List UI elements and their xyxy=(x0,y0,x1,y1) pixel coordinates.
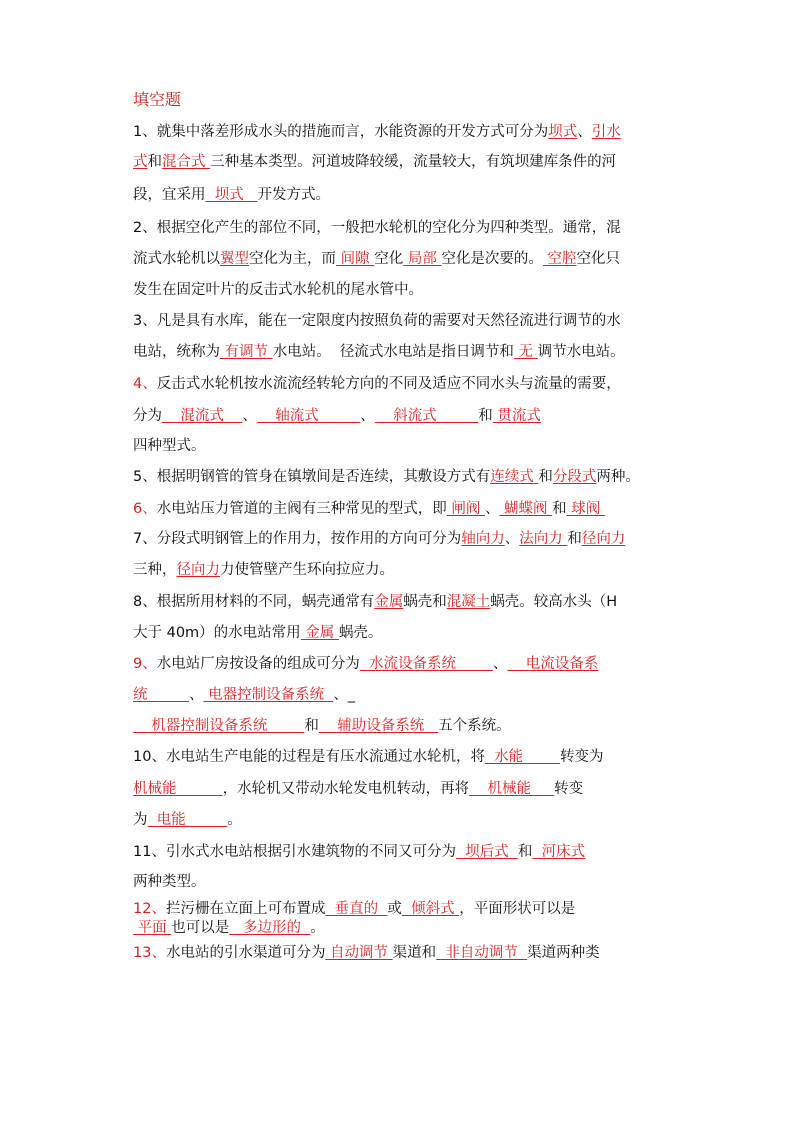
question-text: 蜗壳。 xyxy=(338,625,383,641)
question-text: 两种。 xyxy=(596,469,640,485)
question-text: 11、引水式水电站根据引水建筑物的不同又可分为 xyxy=(133,844,456,860)
answer-blank: 引水 xyxy=(591,124,621,140)
question-text: 渠道两种类 xyxy=(527,945,600,961)
question-text: 调节水电站。 xyxy=(537,344,625,360)
text-line xyxy=(133,941,600,965)
question-text: 分为 xyxy=(133,408,162,424)
question-number: 13、 xyxy=(133,945,166,961)
question-number: 6、 xyxy=(133,501,157,517)
text-line xyxy=(133,808,242,832)
question-text: 两种类型。 xyxy=(133,874,206,890)
question-text: ，水轮机又带动水轮发电机转动，再将 xyxy=(222,781,470,797)
answer-blank: 闸阀 xyxy=(446,501,485,517)
answer-blank: 电流设备系 xyxy=(507,656,599,672)
question-text: 拦污栅在立面上可布置成 xyxy=(165,901,326,917)
question-number: 4、 xyxy=(133,376,157,392)
answer-blank: 统 xyxy=(133,687,189,703)
answer-blank: 坝式 xyxy=(548,124,578,140)
answer-blank: 连续式 xyxy=(490,469,539,485)
answer-blank: 间隙 xyxy=(336,251,375,267)
question-text: 、_ xyxy=(333,687,356,703)
question-text: 、 xyxy=(188,687,204,703)
text-line xyxy=(133,840,585,864)
answer-blank: 自动调节 xyxy=(325,945,393,961)
question-text: 四种型式。 xyxy=(133,438,206,454)
text-line xyxy=(133,590,617,614)
answer-blank: 倾斜式 xyxy=(401,901,460,917)
answer-blank: 轴流式 xyxy=(256,408,361,424)
question-text: 和 xyxy=(567,531,582,547)
question-text: 三种， xyxy=(133,562,177,578)
answer-blank: 电器控制设备系统 xyxy=(203,687,334,703)
answer-blank: 垂直的 xyxy=(325,901,388,917)
text-line xyxy=(133,683,355,707)
text-line xyxy=(133,558,394,582)
text-line xyxy=(133,404,541,428)
question-text: 和 xyxy=(552,501,567,517)
question-text: 蜗壳和 xyxy=(403,594,447,610)
question-number: 9、 xyxy=(133,656,157,672)
answer-blank: 式 xyxy=(133,154,148,170)
question-text: 空化是次要的。 xyxy=(441,251,543,267)
text-line xyxy=(133,497,605,521)
text-line xyxy=(133,652,598,676)
text-line xyxy=(133,340,625,364)
answer-blank: 机械能 xyxy=(133,781,223,797)
question-text: 和 xyxy=(304,718,319,734)
question-text: 、 xyxy=(577,124,592,140)
question-text: 段，宜采用 xyxy=(133,187,206,203)
question-text: 转变 xyxy=(554,781,584,797)
text-line xyxy=(133,216,621,240)
answer-blank: 球阀 xyxy=(566,501,605,517)
question-text: 2、根据空化产生的部位不同，一般把水轮机的空化分为四种类型。通常，混 xyxy=(133,220,621,236)
question-text: 流式水轮机以 xyxy=(133,251,220,267)
question-text: 、 xyxy=(492,656,508,672)
question-text: 5、根据明钢管的管身在镇墩间是否连续，其敷设方式有 xyxy=(133,469,491,485)
answer-blank: 辅助设备系统 xyxy=(318,718,439,734)
answer-blank: 水能 xyxy=(484,749,561,765)
question-text: 空化只 xyxy=(576,251,621,267)
text-line xyxy=(133,309,621,333)
question-text: 大于 40m）的水电站常用 xyxy=(133,625,301,641)
question-text: 7、分段式明钢管上的作用力，按作用的方向可分为 xyxy=(133,531,462,547)
question-text: 也可以是 xyxy=(171,920,230,936)
answer-blank: 混凝土 xyxy=(446,594,491,610)
answer-blank: 河床式 xyxy=(532,844,586,860)
question-text: 蜗壳。较高水头（H xyxy=(490,594,618,610)
question-text: 电站，统称为 xyxy=(133,344,220,360)
text-line xyxy=(133,777,583,801)
text-line xyxy=(133,714,511,738)
answer-blank: 电能 xyxy=(147,812,228,828)
text-line xyxy=(133,870,206,894)
answer-blank: 机器控制设备系统 xyxy=(133,718,305,734)
answer-blank: 坝后式 xyxy=(455,844,518,860)
question-text: 或 xyxy=(387,901,402,917)
question-text: 发生在固定叶片的反击式水轮机的尾水管中。 xyxy=(133,282,423,298)
answer-blank: 非自动调节 xyxy=(436,945,528,961)
question-text: 1、就集中落差形成水头的措施而言，水能资源的开发方式可分为 xyxy=(133,124,549,140)
question-text: 、 xyxy=(360,408,375,424)
answer-blank: 机械能 xyxy=(469,781,555,797)
question-number: 12、 xyxy=(133,901,166,917)
question-text: 渠道和 xyxy=(392,945,437,961)
question-text: 力使管壁产生环向拉应力。 xyxy=(220,562,394,578)
answer-blank: 金属 xyxy=(374,594,404,610)
question-text: 和 xyxy=(538,469,553,485)
question-text: 空化 xyxy=(374,251,404,267)
answer-blank: 混流式 xyxy=(162,408,243,424)
answer-blank: 分段式 xyxy=(552,469,597,485)
answer-blank: 无 xyxy=(513,344,538,360)
question-text: 。 xyxy=(310,920,325,936)
question-text: 水电站的引水渠道可分为 xyxy=(165,945,326,961)
answer-blank: 金属 xyxy=(300,625,339,641)
text-line xyxy=(133,120,621,144)
question-text: 和 xyxy=(147,154,162,170)
question-text: 空化为主，而 xyxy=(249,251,336,267)
answer-blank: 翼型 xyxy=(220,251,249,267)
answer-blank: 径向力 xyxy=(581,531,626,547)
question-text: ，平面形状可以是 xyxy=(459,901,576,917)
answer-blank: 混合式 xyxy=(162,154,211,170)
question-text: 和 xyxy=(517,844,533,860)
question-text: 反击式水轮机按水流流经转轮方向的不同及适应不同水头与流量的需要， xyxy=(156,376,621,392)
answer-blank: 多边形的 xyxy=(229,920,311,936)
question-text: 3、凡是具有水库，能在一定限度内按照负荷的需要对天然径流进行调节的水 xyxy=(133,313,621,329)
question-text: 10、水电站生产电能的过程是有压水流通过水轮机，将 xyxy=(133,749,485,765)
question-text: 开发方式。 xyxy=(257,187,331,203)
question-text: 水电站。 径流式水电站是指日调节和 xyxy=(272,344,514,360)
text-line xyxy=(133,465,640,489)
text-line xyxy=(133,745,604,769)
text-line xyxy=(133,916,325,940)
text-line xyxy=(133,527,625,551)
question-text: 水电站压力管道的主阀有三种常见的型式，即 xyxy=(156,501,447,517)
text-line xyxy=(133,278,423,302)
question-text: 8、根据所用材料的不同，蜗壳通常有 xyxy=(133,594,375,610)
question-text: 、 xyxy=(484,501,500,517)
answer-blank: 坝式 xyxy=(205,187,258,203)
text-line xyxy=(133,372,621,396)
question-text: 水电站厂房按设备的组成可分为 xyxy=(156,656,360,672)
text-line xyxy=(133,150,616,174)
question-text: 为 xyxy=(133,812,148,828)
answer-blank: 局部 xyxy=(403,251,442,267)
answer-blank: 水流设备系统 xyxy=(359,656,493,672)
answer-blank: 斜流式 xyxy=(374,408,479,424)
answer-blank: 径向力 xyxy=(176,562,220,578)
answer-blank: 平面 xyxy=(133,920,172,936)
question-text: 五个系统。 xyxy=(438,718,511,734)
text-line xyxy=(133,247,620,271)
answer-blank: 有调节 xyxy=(220,344,273,360)
answer-blank: 轴向力 xyxy=(461,531,505,547)
question-text: 转变为 xyxy=(560,749,604,765)
text-line xyxy=(133,183,330,207)
question-text: 、 xyxy=(242,408,257,424)
page-title: 填空题 xyxy=(133,90,182,109)
text-line xyxy=(133,621,382,645)
answer-blank: 空腔 xyxy=(542,251,577,267)
question-text: 。 xyxy=(227,812,242,828)
question-text: 三种基本类型。河道坡降较缓，流量较大，有筑坝建库条件的河 xyxy=(210,154,617,170)
question-text: 、 xyxy=(504,531,520,547)
answer-blank: 法向力 xyxy=(519,531,568,547)
question-text: 和 xyxy=(478,408,493,424)
answer-blank: 蝴蝶阀 xyxy=(499,501,553,517)
text-line xyxy=(133,434,206,458)
answer-blank: 贯流式 xyxy=(492,408,541,424)
